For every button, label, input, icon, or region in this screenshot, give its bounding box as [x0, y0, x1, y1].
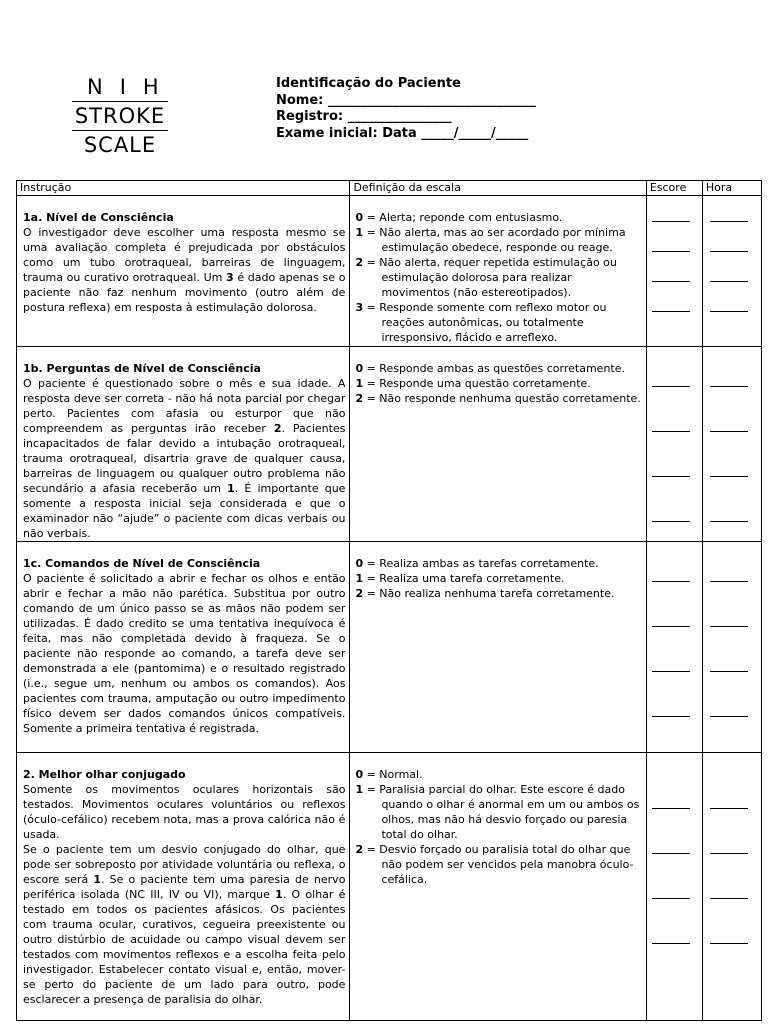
score-blank[interactable]: [652, 581, 690, 582]
header-definition: Definição da escala: [350, 181, 646, 196]
score-blank[interactable]: [652, 431, 690, 432]
definition-cell: [350, 196, 646, 347]
item-title: 2. Melhor olhar conjugado: [23, 768, 186, 781]
scale-option: 2 = Desvio forçado ou paralisia total do olhar que não podem ser vencidos pela manobra óculo-cefálica.: [355, 843, 634, 886]
patient-identification: [276, 76, 536, 142]
time-blank[interactable]: [710, 853, 748, 854]
table-row: [17, 196, 762, 347]
score-blank[interactable]: [652, 521, 690, 522]
time-blank[interactable]: [710, 626, 748, 627]
time-blank[interactable]: [710, 898, 748, 899]
header-instruction: Instrução: [17, 181, 350, 196]
time-blank[interactable]: [710, 431, 748, 432]
time-blank[interactable]: [710, 716, 748, 717]
logo-nih: NIH: [87, 75, 176, 99]
score-blank[interactable]: [652, 716, 690, 717]
definition-cell: [350, 753, 646, 1021]
exam-date-field[interactable]: Exame inicial: Data _____/_____/_____: [276, 125, 529, 141]
score-blank[interactable]: [652, 251, 690, 252]
time-blank[interactable]: [710, 943, 748, 944]
scale-option: 2 = Não realiza nenhuma tarefa corretamente.: [355, 587, 615, 600]
score-blank[interactable]: [652, 808, 690, 809]
time-cell: [702, 347, 761, 542]
time-cell: [702, 753, 761, 1021]
score-blank[interactable]: [652, 386, 690, 387]
patient-name-field[interactable]: Nome: ________________________________: [276, 92, 536, 108]
patient-register-field[interactable]: Registro: ________________: [276, 109, 452, 124]
score-cell: [646, 196, 702, 347]
scale-option: 1 = Realiza uma tarefa corretamente.: [355, 572, 565, 585]
score-cell: [646, 753, 702, 1021]
score-blank[interactable]: [652, 671, 690, 672]
patient-id-title: Identificação do Paciente: [276, 76, 461, 91]
time-blank[interactable]: [710, 521, 748, 522]
instruction-text: Somente os movimentos oculares horizontais são testados. Movimentos oculares voluntários ou reflexos (óculo-cefálico) recebem nota, mas a prova calórica não é usada.: [23, 783, 346, 841]
score-cell: [646, 542, 702, 753]
instruction-cell: [17, 542, 350, 753]
instruction-text: Se o paciente tem um desvio conjugado do olhar, que pode ser sobreposto por atividade voluntária ou reflexa, o escore será 1. Se o paciente tem uma paresia de nervo periférica isolada (NC III, IV ou VI), marque 1. O olhar é testado em todos os pacientes afásicos. Os pacientes com trauma ocular, curativos, cegueira preexistente ou outro distúrbio de acuidade ou campo visual devem ser testados com movimentos reflexos e a escolha feita pelo investigador. Estabelecer contato visual e, então, mover-se perto do paciente de um lado para outro, pode esclarecer a presença de paralisia do olhar.: [23, 843, 346, 1006]
scale-option: 2 = Não alerta, requer repetida estimulação ou estimulação dolorosa para realizar movimentos (não estereotipados).: [355, 256, 617, 299]
definition-cell: [350, 542, 646, 753]
time-blank[interactable]: [710, 671, 748, 672]
time-blank[interactable]: [710, 221, 748, 222]
scale-option: 1 = Paralisia parcial do olhar. Este escore é dado quando o olhar é anormal em um ou ambos os olhos, mas não há desvio forçado ou paresia total do olhar.: [355, 783, 640, 841]
scale-option: 0 = Alerta; reponde com entusiasmo.: [355, 211, 563, 224]
table-header-row: [17, 181, 762, 196]
time-blank[interactable]: [710, 476, 748, 477]
score-blank[interactable]: [652, 311, 690, 312]
header-score: Escore: [646, 181, 702, 196]
score-blank[interactable]: [652, 853, 690, 854]
instruction-cell: [17, 753, 350, 1021]
time-blank[interactable]: [710, 386, 748, 387]
scale-option: 3 = Responde somente com reflexo motor ou reações autonômicas, ou totalmente irresponsivo, flácido e arreflexo.: [355, 301, 607, 344]
nih-stroke-scale-logo: [70, 75, 176, 157]
instruction-text: O paciente é solicitado a abrir e fechar os olhos e então abrir e fechar a mão não parética. Substitua por outro comando de um único passo se as mãos não podem ser utilizadas. É dado credito se uma tentativa inequívoca é feita, mas não completada devido à fraqueza. Se o paciente não responde ao comando, a tarefa deve ser demonstrada a ele (pantomima) e o resultado registrado (i.e., segue um, nenhum ou ambos os comandos). Aos pacientes com trauma, amputação ou outro impedimento físico devem ser dados comandos únicos compatíveis. Somente a primeira tentativa é registrada.: [23, 572, 346, 735]
item-title: 1b. Perguntas de Nível de Consciência: [23, 362, 261, 375]
logo-stroke: STROKE: [74, 104, 166, 128]
instruction-cell: [17, 196, 350, 347]
logo-scale: SCALE: [83, 133, 157, 157]
scale-option: 1 = Responde uma questão corretamente.: [355, 377, 591, 390]
item-title: 1c. Comandos de Nível de Consciência: [23, 557, 261, 570]
score-blank[interactable]: [652, 943, 690, 944]
time-cell: [702, 542, 761, 753]
time-blank[interactable]: [710, 581, 748, 582]
time-cell: [702, 196, 761, 347]
score-blank[interactable]: [652, 221, 690, 222]
table-row: [17, 753, 762, 1021]
time-blank[interactable]: [710, 251, 748, 252]
score-cell: [646, 347, 702, 542]
score-blank[interactable]: [652, 626, 690, 627]
table-row: [17, 542, 762, 753]
scale-option: 1 = Não alerta, mas ao ser acordado por mínima estimulação obedece, responde ou reage.: [355, 226, 626, 254]
scale-option: 0 = Normal.: [355, 768, 423, 781]
instruction-text: O paciente é questionado sobre o mês e sua idade. A resposta deve ser correta - não há nota parcial por chegar perto. Pacientes com afasia ou esturpor que não compreendem as perguntas irão receber 2. Pacientes incapacitados de falar devido a intubação orotraqueal, trauma orotraqueal, disartria grave de qualquer causa, barreiras de linguagem ou qualquer outro problema não secundário a afasia receberão um 1. É importante que somente a resposta inicial seja considerada e que o examinador não “ajude” o paciente com dicas verbais ou não verbais.: [23, 377, 346, 540]
definition-cell: [350, 347, 646, 542]
item-title: 1a. Nível de Consciência: [23, 211, 174, 224]
score-blank[interactable]: [652, 898, 690, 899]
stroke-scale-table: [16, 180, 762, 1021]
time-blank[interactable]: [710, 808, 748, 809]
scale-option: 2 = Não responde nenhuma questão corretamente.: [355, 392, 641, 405]
logo-rule-bottom: [72, 130, 168, 131]
header-time: Hora: [702, 181, 761, 196]
table-row: [17, 347, 762, 542]
scale-option: 0 = Responde ambas as questões corretamente.: [355, 362, 625, 375]
instruction-text: O investigador deve escolher uma resposta mesmo se uma avaliação completa é prejudicada por obstáculos como um tubo orotraqueal, barreiras de linguagem, trauma ou curativo orotraqueal. Um 3 é dado apenas se o paciente não faz nenhum movimento (outro além de postura reflexa) em resposta à estimulação dolorosa.: [23, 226, 346, 314]
instruction-cell: [17, 347, 350, 542]
time-blank[interactable]: [710, 281, 748, 282]
logo-rule-top: [72, 101, 168, 102]
time-blank[interactable]: [710, 311, 748, 312]
scale-option: 0 = Realiza ambas as tarefas corretamente.: [355, 557, 599, 570]
score-blank[interactable]: [652, 281, 690, 282]
score-blank[interactable]: [652, 476, 690, 477]
